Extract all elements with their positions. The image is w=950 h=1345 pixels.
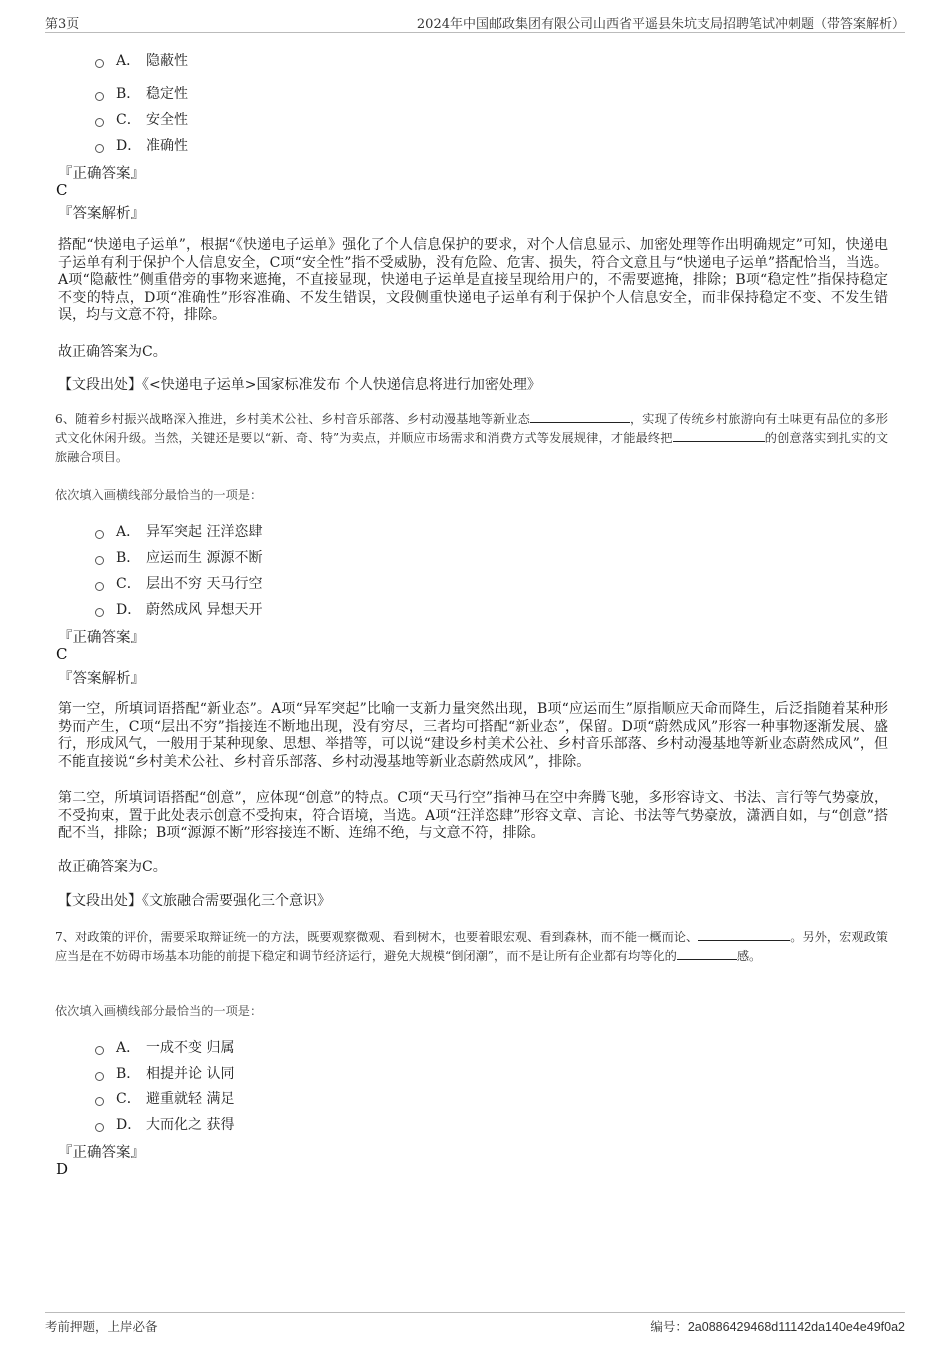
q7-stem: 7、对政策的评价，需要采取辩证统一的方法，既要观察微观、看到树木，也要着眼宏观、看到森林，而不能一概而论、 。另外，宏观政策应当是在不妨碍市场基本功能的前提下稳定和调节经济运行，避免大规模“倒闭潮”，而不是让所有企业都有均等化的 感。 [55,930,888,963]
q6-prompt: 依次填入画横线部分最恰当的一项是： [55,488,263,502]
radio-icon[interactable] [95,530,104,539]
q5-option-c[interactable]: C． 安全性 [95,109,188,131]
q6-option-b[interactable]: B． 应运而生 源源不断 [95,547,262,569]
q6-conclusion: 故正确答案为C。 [58,859,167,875]
radio-icon[interactable] [95,59,104,68]
blank-1 [698,928,790,941]
radio-icon[interactable] [95,608,104,617]
document-code: 编号：2a0886429468d11142da140e4e49f0a2 [650,1319,905,1334]
radio-icon[interactable] [95,556,104,565]
q6-analysis-label: 『答案解析』 [58,671,145,687]
q6-answer-label: 『正确答案』 [58,630,145,646]
q6-analysis-2: 第二空，所填词语搭配“创意”，应体现“创意”的特点。C项“天马行空”指神马在空中奔腾飞驰，多形容诗文、书法、言行等气势豪放，不受拘束，置于此处表示创意不受拘束，符合语境，当选。A项“汪洋恣肆”形容文章、言论、书法等气势豪放，潇洒自如，与“创意”搭配不当，排除；B项“源源不断”形容接连不断、连绵不绝，与文意不符，排除。 [58,790,888,841]
q5-conclusion: 故正确答案为C。 [58,344,167,360]
q6-option-c[interactable]: C． 层出不穷 天马行空 [95,573,262,595]
radio-icon[interactable] [95,582,104,591]
q5-analysis-label: 『答案解析』 [58,206,145,222]
q7-option-a[interactable]: A． 一成不变 归属 [95,1037,234,1059]
page-header [45,10,905,33]
radio-icon[interactable] [95,144,104,153]
blank-2 [677,947,737,960]
footer-slogan: 考前押题，上岸必备 [45,1319,158,1334]
radio-icon[interactable] [95,118,104,127]
q6-source: 【文段出处】《文旅融合需要强化三个意识》 [58,893,331,909]
q6-option-d[interactable]: D． 蔚然成风 异想天开 [95,599,262,621]
q7-answer-label: 『正确答案』 [58,1145,145,1161]
q7-option-c[interactable]: C． 避重就轻 满足 [95,1088,234,1110]
radio-icon[interactable] [95,1072,104,1081]
blank-2 [673,429,765,442]
q5-option-d[interactable]: D． 准确性 [95,135,188,157]
q5-answer: C [56,181,68,199]
q7-option-d[interactable]: D． 大而化之 获得 [95,1114,234,1136]
q7-answer: D [56,1160,69,1178]
radio-icon[interactable] [95,1046,104,1055]
q5-option-a[interactable]: A． 隐蔽性 [95,50,188,72]
page-footer [45,1312,905,1335]
q5-answer-label: 『正确答案』 [58,166,145,182]
radio-icon[interactable] [95,1097,104,1106]
q7-option-b[interactable]: B． 相提并论 认同 [95,1063,234,1085]
q5-option-b[interactable]: B． 稳定性 [95,83,188,105]
q6-option-a[interactable]: A． 异军突起 汪洋恣肆 [95,521,262,543]
radio-icon[interactable] [95,1123,104,1132]
document-title: 2024年中国邮政集团有限公司山西省平遥县朱坑支局招聘笔试冲刺题（带答案解析） [416,17,905,32]
q5-source: 【文段出处】《<快递电子运单>国家标准发布 个人快递信息将进行加密处理》 [58,377,541,393]
page-number: 第3页 [45,17,80,32]
radio-icon[interactable] [95,92,104,101]
blank-1 [530,410,630,423]
q5-analysis: 搭配“快递电子运单”，根据“《快递电子运单》强化了个人信息保护的要求，对个人信息显示、加密处理等作出明确规定”可知，快递电子运单有利于保护个人信息安全，C项“安全性”指不受威胁，没有危险、危害、损失，符合文意且与“快递电子运单”搭配恰当，当选。A项“隐蔽性”侧重借旁的事物来遮掩，不直接显现，快递电子运单是直接呈现给用户的，不需要遮掩，排除；B项“稳定性”指保持稳定不变的特点，D项“准确性”形容准确、不发生错误，文段侧重快递电子运单有利于保护个人信息安全，而非保持稳定不变、不发生错误，均与文意不符，排除。 [58,237,888,323]
q6-stem: 6、随着乡村振兴战略深入推进，乡村美术公社、乡村音乐部落、乡村动漫基地等新业态 ，实现了传统乡村旅游向有土味更有品位的多形式文化休闲升级。当然，关键还是要以“新、奇、特”为卖点，并顺应市场需求和消费方式等发展规律，才能最终把 的创意落实到扎实的文旅融合项目。 [55,412,889,464]
q6-answer: C [56,645,68,663]
q6-analysis-1: 第一空，所填词语搭配“新业态”。A项“异军突起”比喻一支新力量突然出现，B项“应运而生”原指顺应天命而降生，后泛指随着某种形势而产生，C项“层出不穷”指接连不断地出现，没有穷尽，三者均可搭配“新业态”，保留。D项“蔚然成风”形容一种事物逐渐发展、盛行，形成风气，一般用于某种现象、思想、举措等，可以说“建设乡村美术公社、乡村音乐部落、乡村动漫基地等新业态蔚然成风”，但不能直接说“乡村美术公社、乡村音乐部落、乡村动漫基地等新业态蔚然成风”，排除。 [58,701,888,770]
q7-prompt: 依次填入画横线部分最恰当的一项是： [55,1004,263,1018]
